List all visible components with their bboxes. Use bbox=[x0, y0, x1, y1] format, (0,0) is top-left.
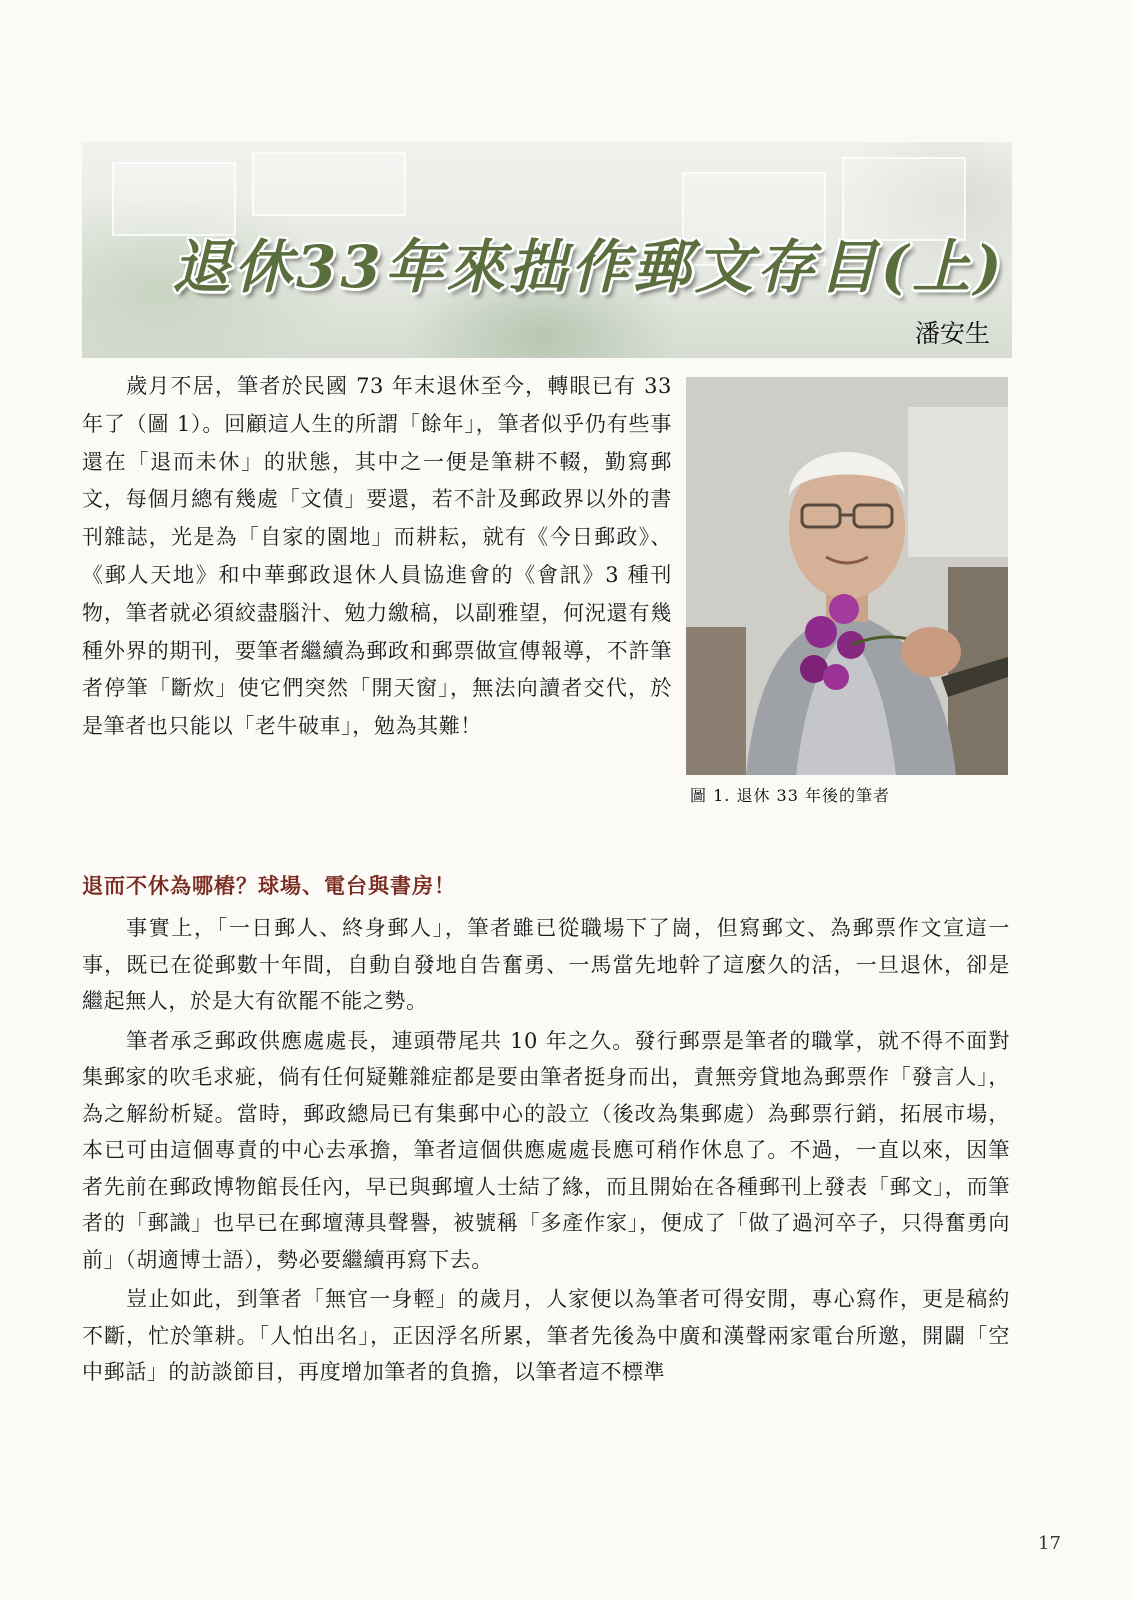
author-name: 潘安生 bbox=[914, 319, 990, 348]
section-body bbox=[82, 910, 1010, 1391]
intro-paragraph: 歲月不居，筆者於民國 73 年末退休至今，轉眼已有 33 年了（圖 1）。回顧這人生的所謂「餘年」，筆者似乎仍有些事還在「退而未休」的狀態，其中之一便是筆耕不輟，勤寫郵文，每個月總有幾處「文債」要還，若不計及郵政界以外的書刊雜誌，光是為「自家的園地」而耕耘，就有《今日郵政》、《郵人天地》和中華郵政退休人員協進會的《會訊》3 種刊物，筆者就必須絞盡腦汁、勉力繳稿，以副雅望，何況還有幾種外界的期刊，要筆者繼續為郵政和郵票做宣傳報導，不許筆者停筆「斷炊」使它們突然「開天窗」，無法向讀者交代，於是筆者也只能以「老牛破車」，勉為其難！ bbox=[82, 374, 672, 739]
body-paragraph: 豈止如此，到筆者「無官一身輕」的歲月，人家便以為筆者可得安閒，專心寫作，更是稿約不斷，忙於筆耕。「人怕出名」，正因浮名所累，筆者先後為中廣和漢聲兩家電台所邀，開闢「空中郵話」的訪談節目，再度增加筆者的負擔，以筆者這不標準 bbox=[82, 1287, 1010, 1384]
photo-caption: 圖 1. 退休 33 年後的筆者 bbox=[690, 786, 890, 805]
body-paragraph: 事實上，「一日郵人、終身郵人」，筆者雖已從職場下了崗，但寫郵文、為郵票作文宣這一事，既已在從郵數十年間，自動自發地自告奮勇、一馬當先地幹了這麼久的活，一旦退休，卻是繼起無人，於是大有欲罷不能之勢。 bbox=[82, 916, 1010, 1013]
author-photo bbox=[686, 377, 1008, 775]
intro-text bbox=[82, 368, 672, 746]
title-banner bbox=[82, 142, 1012, 358]
section-heading: 退而不休為哪樁？球場、電台與書房！ bbox=[82, 874, 456, 898]
body-paragraph: 筆者承乏郵政供應處處長，連頭帶尾共 10 年之久。發行郵票是筆者的職掌，就不得不面對集郵家的吹毛求疵，倘有任何疑難雜症都是要由筆者挺身而出，責無旁貸地為郵票作「發言人」，為之解紛析疑。當時，郵政總局已有集郵中心的設立（後改為集郵處）為郵票行銷，拓展市場，本已可由這個專責的中心去承擔，筆者這個供應處處長應可稍作休息了。不過，一直以來，因筆者先前在郵政博物館長任內，早已與郵壇人士結了緣，而且開始在各種郵刊上發表「郵文」，而筆者的「郵識」也早已在郵壇薄具聲譽，被號稱「多產作家」，便成了「做了過河卒子，只得奮勇向前」（胡適博士語），勢必要繼續再寫下去。 bbox=[82, 1028, 1010, 1272]
page-number: 17 bbox=[1038, 1533, 1061, 1554]
author-portrait-image bbox=[686, 377, 1008, 775]
banner-title: 退休33年來拙作郵文存目(上) bbox=[172, 233, 1006, 301]
banner-window-decor bbox=[252, 152, 406, 216]
